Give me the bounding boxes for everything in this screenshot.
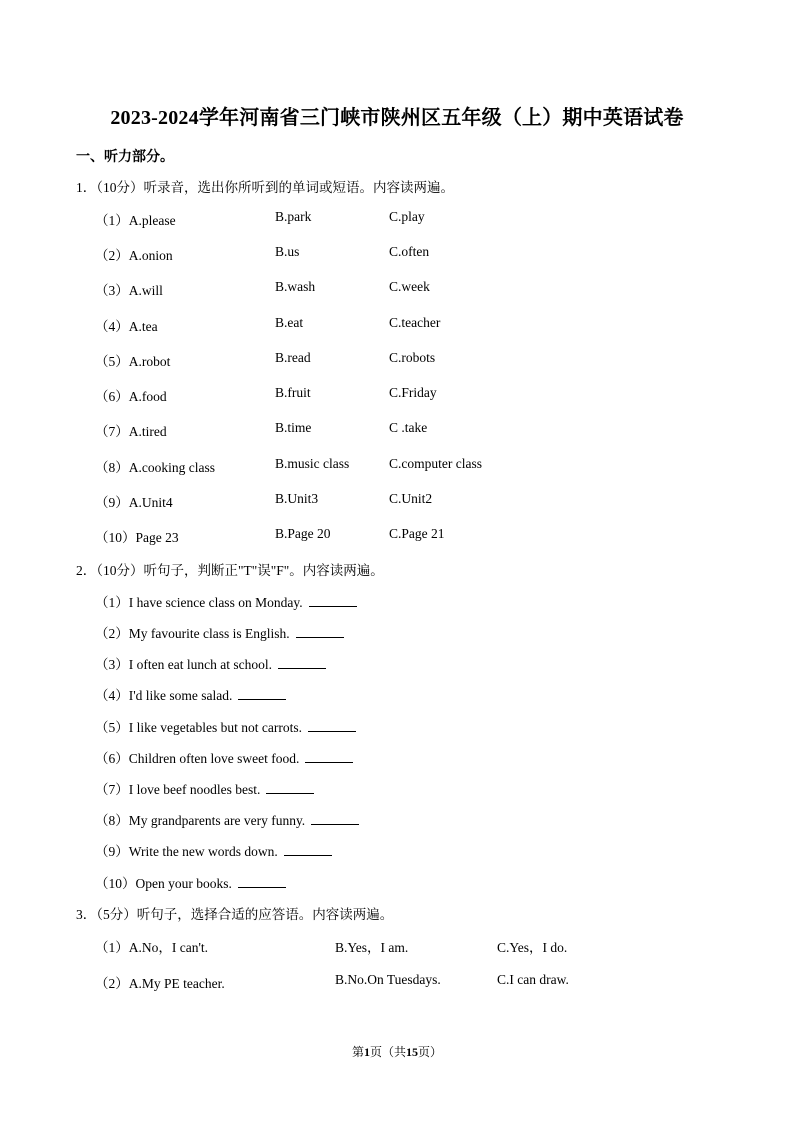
q1-item-option-b: B.fruit — [275, 385, 311, 400]
q2-statement-row — [95, 809, 359, 829]
q2-item-number: （5） — [95, 720, 129, 735]
q2-statement-text: Open your books. — [135, 876, 232, 891]
q1-item-option-a: （5）A.robot — [95, 354, 171, 369]
page-footer: 第1页（共15页） — [351, 1045, 443, 1059]
q1-item-option-c: C.Friday — [389, 385, 437, 400]
q2-statement-row — [95, 653, 326, 673]
q1-item-option-b: B.Page 20 — [275, 526, 331, 541]
q2-statement-text: I have science class on Monday. — [128, 595, 303, 610]
total-page-count: 15 — [406, 1045, 418, 1059]
q1-item-option-b: B.park — [275, 209, 312, 224]
q1-item-option-a: （8）A.cooking class — [95, 460, 215, 475]
q1-item-option-a: （6）A.food — [95, 389, 167, 404]
q1-item-option-b: B.eat — [275, 315, 304, 330]
page-title: 2023-2024学年河南省三门峡市陕州区五年级（上）期中英语试卷 — [110, 107, 684, 129]
q2-statement-text: My grandparents are very funny. — [128, 813, 306, 828]
q1-item-option-a: （1）A.please — [95, 213, 176, 228]
answer-blank[interactable] — [308, 719, 356, 732]
section-heading-listening: 一、听力部分。 — [76, 150, 174, 165]
q1-item-option-b: B.read — [275, 350, 311, 365]
q2-statement-text: I like vegetables but not carrots. — [128, 720, 302, 735]
q1-item-option-c: C.computer class — [389, 456, 482, 471]
q1-item-option-a: （4）A.tea — [95, 319, 158, 334]
q1-item-option-a: （10）Page 23 — [95, 530, 179, 545]
q2-statement-row — [95, 872, 286, 892]
answer-blank[interactable] — [284, 843, 332, 856]
q2-item-number: （9） — [95, 844, 129, 859]
q3-item-option-b: B.Yes，I am. — [335, 940, 409, 955]
q2-statement-text: Write the new words down. — [128, 844, 278, 859]
answer-blank[interactable] — [305, 750, 353, 763]
q2-item-number: （10） — [95, 876, 136, 891]
q1-item-option-b: B.music class — [275, 456, 350, 471]
q2-item-number: （1） — [95, 595, 129, 610]
question-2-heading: 2．（10分）听句子，判断正"T"误"F"。内容读两遍。 — [76, 563, 384, 578]
answer-blank[interactable] — [296, 625, 344, 638]
q1-item-option-a: （2）A.onion — [95, 248, 173, 263]
q1-item-option-c: C.robots — [389, 350, 436, 365]
q2-statement-text: My favourite class is English. — [128, 626, 290, 641]
q1-item-option-c: C.teacher — [389, 315, 441, 330]
q2-item-number: （4） — [95, 688, 129, 703]
q1-item-option-b: B.Unit3 — [275, 491, 319, 506]
question-1-heading: 1．（10分）听录音，选出你所听到的单词或短语。内容读两遍。 — [76, 180, 454, 195]
current-page-number: 1 — [363, 1045, 370, 1059]
q2-statement-row — [95, 747, 353, 767]
answer-blank[interactable] — [309, 594, 357, 607]
q2-statement-text: I often eat lunch at school. — [128, 657, 272, 672]
q1-item-option-c: C.often — [389, 244, 430, 259]
q2-statement-text: I love beef noodles best. — [128, 782, 261, 797]
q2-item-number: （2） — [95, 626, 129, 641]
answer-blank[interactable] — [266, 781, 314, 794]
q1-item-option-c: C.Unit2 — [389, 491, 433, 506]
q1-item-option-a: （7）A.tired — [95, 424, 167, 439]
question-3-heading: 3．（5分）听句子，选择合适的应答语。内容读两遍。 — [76, 907, 394, 922]
q1-item-option-b: B.time — [275, 420, 312, 435]
q3-item-option-c: C.Yes，I do. — [497, 940, 568, 955]
q2-statement-row — [95, 622, 344, 642]
q2-statement-row — [95, 591, 357, 611]
answer-blank[interactable] — [238, 875, 286, 888]
q1-item-option-a: （3）A.will — [95, 283, 163, 298]
q2-item-number: （8） — [95, 813, 129, 828]
q2-statement-row — [95, 684, 286, 704]
q3-item-option-a: （2）A.My PE teacher. — [95, 976, 225, 991]
q3-item-option-c: C.I can draw. — [497, 972, 569, 987]
answer-blank[interactable] — [278, 656, 326, 669]
q2-statement-row — [95, 716, 356, 736]
q3-item-option-a: （1）A.No，I can't. — [95, 940, 209, 955]
q3-item-option-b: B.No.On Tuesdays. — [335, 972, 441, 987]
q1-item-option-c: C .take — [389, 420, 428, 435]
q1-item-option-c: C.play — [389, 209, 425, 224]
q2-statement-text: I'd like some salad. — [128, 688, 233, 703]
q2-item-number: （3） — [95, 657, 129, 672]
q1-item-option-c: C.Page 21 — [389, 526, 445, 541]
q1-item-option-a: （9）A.Unit4 — [95, 495, 173, 510]
q2-statement-text: Children often love sweet food. — [128, 751, 300, 766]
q2-item-number: （6） — [95, 751, 129, 766]
q2-statement-row — [95, 778, 314, 798]
answer-blank[interactable] — [238, 687, 286, 700]
q1-item-option-b: B.us — [275, 244, 300, 259]
answer-blank[interactable] — [311, 812, 359, 825]
q2-statement-row — [95, 840, 332, 860]
q1-item-option-b: B.wash — [275, 279, 316, 294]
q1-item-option-c: C.week — [389, 279, 430, 294]
q2-item-number: （7） — [95, 782, 129, 797]
